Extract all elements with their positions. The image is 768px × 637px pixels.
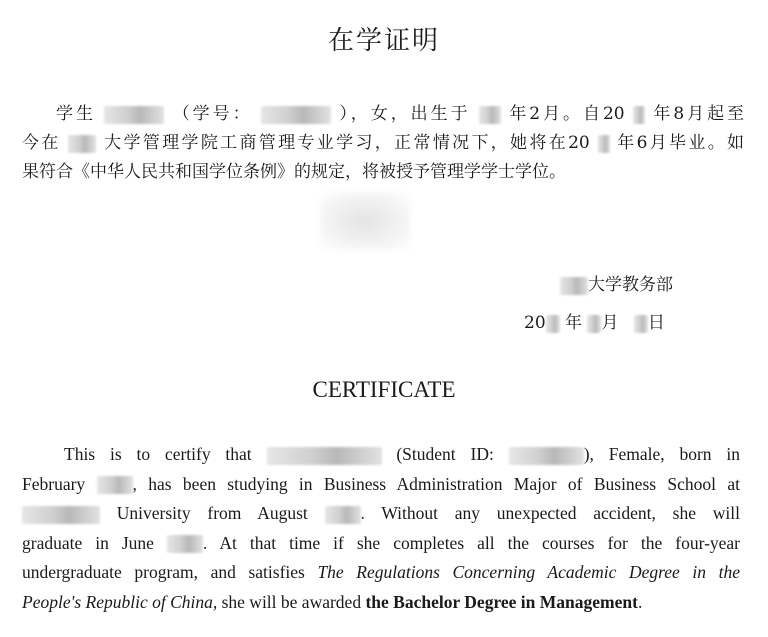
issuer: 大学教务部	[560, 270, 673, 295]
redacted-university	[22, 506, 100, 524]
issue-date: 20 年 月 日	[524, 313, 665, 333]
english-paragraph	[22, 440, 740, 617]
zh-line-3: 果符合《中华人民共和国学位条例》的规定，将被授予管理学学士学位。	[22, 162, 566, 182]
redacted-grad-year	[598, 135, 610, 153]
en-line-2: February , has been studying in Business Administration Major of Business School at	[22, 473, 740, 494]
redacted-start-year	[633, 106, 645, 124]
redacted-university	[68, 135, 96, 153]
redacted-name	[104, 106, 164, 124]
redacted-student-id	[261, 106, 331, 124]
redacted-university	[560, 277, 588, 295]
redacted-birth-year	[479, 106, 501, 124]
en-line-6: People's Republic of China, she will be awarded the Bachelor Degree in Management.	[22, 591, 643, 612]
redacted-year	[546, 315, 560, 333]
redacted-seal	[320, 192, 410, 250]
redacted-name	[267, 447, 382, 465]
chinese-title: 在学证明	[327, 26, 440, 56]
en-line-5: undergraduate program, and satisfies The Regulations Concerning Academic Degree in the	[22, 562, 740, 582]
chinese-paragraph	[22, 100, 744, 187]
redacted-day	[634, 315, 648, 333]
redacted-month	[587, 315, 601, 333]
zh-line-2: 今在 大学管理学院工商管理专业学习，正常情况下，她将在20 年6月毕业。如	[22, 133, 745, 153]
zh-line-1: 学生 （学号： ），女，出生于 年2月。自20 年8月起至	[56, 104, 745, 124]
redacted-start-year	[325, 506, 361, 524]
english-title: CERTIFICATE	[312, 377, 456, 402]
redacted-grad-year	[167, 535, 203, 553]
en-line-1: This is to certify that (Student ID: ), Female, born in	[64, 444, 740, 464]
en-line-3: University from August . Without any unexpected accident, she will	[22, 499, 740, 529]
redacted-student-id	[509, 447, 584, 465]
redacted-birth-year	[97, 476, 133, 494]
en-line-4: graduate in June . At that time if she completes all the courses for the four-year	[22, 532, 741, 553]
